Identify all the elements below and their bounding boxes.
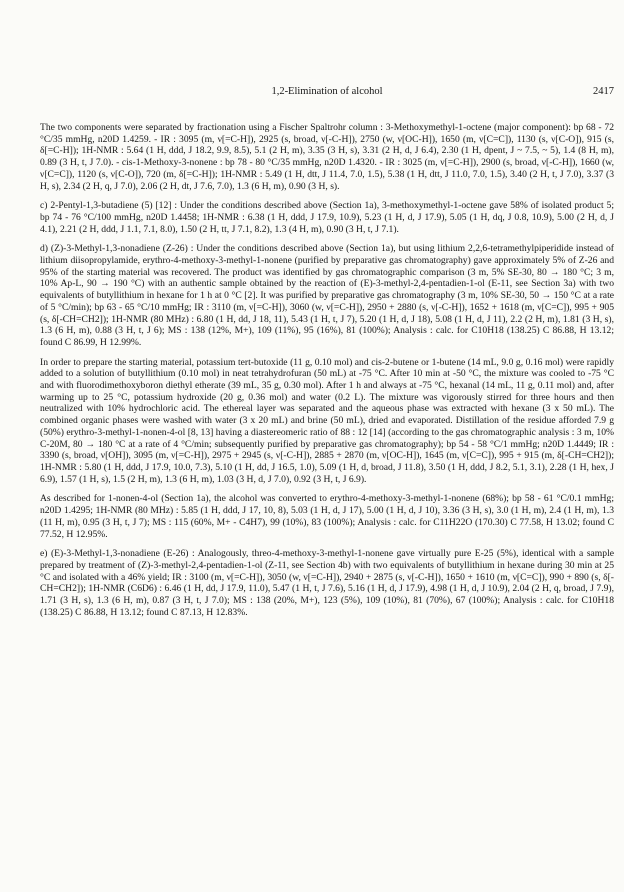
paragraph-section-c-pentyl-butadiene: c) 2-Pentyl-1,3-butadiene (5) [12] : Under the conditions described above (Section 1a), 3-methoxymethyl-1-octene gave 58% of isolated product 5; bp 74 - 76 °C/100 mmHg, n20D 1.4458; 1H-NMR : 6.38 (1 H, ddd, J 17.9, 10.9), 5.23 (1 H, d, J 17.9), 5.05 (1 H, dq, J 0.8, 10.9), 5.00 (2 H, d, J 4.1), 2.21 (2 H, ddd, J 1.1, 7.1, 8.0), 1.50 (2 H, tt, J 7.1, 8.2), 1.3 (4 H, m), 0.90 (3 H, t, J 7.1). — [40, 200, 614, 235]
running-header — [40, 86, 614, 100]
paragraph-section-d-z-methyl-nonadiene: d) (Z)-3-Methyl-1,3-nonadiene (Z-26) : Under the conditions described above (Section 1a), but using lithium 2,2,6-tetramethylpiperidide instead of lithium diisopropylamide, erythro-4-methoxy-3-methyl-1-nonene (purified by preparative gas chromatography) gave approximately 5% of Z-26 and 95% of the starting material was recovered. The product was identified by gas chromatographic comparison (3 m, 5% SE-30, 80 → 180 °C; 3 m, 10% Ap-L, 90 → 190 °C) with an authentic sample obtained by the reaction of (E)-3-methyl-2,4-pentadien-1-ol (E-11, see Section 3a) with two equivalents of butyllithium in hexane for 1 h at 0 °C [2]. It was purified by preparative gas chromatography (3 m, 10% SE-30, 50 → 150 °C at a rate of 5 °C/min); bp 63 - 65 °C/10 mmHg; IR : 3110 (m, ν[=C-H]), 3060 (w, ν[=C-H]), 2950 + 2880 (s, ν[-C-H]), 1652 + 1618 (m, ν[C=C]), 995 + 905 (s, δ[-CH=CH2]); 1H-NMR (80 MHz) : 6.80 (1 H, dd, J 18, 11), 5.43 (1 H, t, J 7), 5.20 (1 H, d, J 18), 5.08 (1 H, d, J 11), 2.2 (2 H, m), 1.81 (3 H, s), 1.3 (6 H, m), 0.88 (3 H, t, J 6); MS : 138 (12%, M+), 109 (11%), 95 (16%), 81 (100%); Analysis : calc. for C10H18 (138.25) C 86.88, H 13.12; found C 86.99, H 12.99%. — [40, 243, 614, 348]
page-number: 2417 — [593, 86, 614, 97]
paragraph-methoxymethyl-octene: The two components were separated by fractionation using a Fischer Spaltrohr column : 3-Methoxymethyl-1-octene (major component): bp 68 - 72 °C/35 mmHg, n20D 1.4259. - IR : 3095 (m, ν[=C-H]), 2925 (s, broad, ν[-C-H]), 2750 (w, ν[OC-H]), 1650 (m, ν[C=C]), 1130 (s, ν[C-O]), 915 (s, δ[=C-H]); 1H-NMR : 5.64 (1 H, ddd, J 18.2, 9.9, 8.5), 5.1 (2 H, m), 3.35 (3 H, s), 3.31 (2 H, d, J 6.4), 2.30 (1 H, dpent, J ~ 7.5, ~ 5), 1.4 (8 H, m), 0.89 (3 H, t, J 7.0). - cis-1-Methoxy-3-nonene : bp 78 - 80 °C/35 mmHg, n20D 1.4320. - IR : 3025 (m, ν[=C-H]), 2900 (s, broad, ν[-C-H]), 1660 (w, ν[C=C]), 1120 (s, ν[C-O]), 720 (m, δ[=C-H]); 1H-NMR : 5.49 (1 H, dtt, J 11.4, 7.0, 1.5), 5.38 (1 H, dtt, J 11.0, 7.0, 1.5), 3.40 (2 H, t, J 7.0), 3.37 (3 H, s), 2.34 (2 H, q, J 7.0), 2.06 (2 H, dt, J 7.6, 7.0), 1.3 (6 H, m), 0.90 (3 H, s). — [40, 122, 614, 192]
paragraph-methoxy-methyl-nonene: As described for 1-nonen-4-ol (Section 1a), the alcohol was converted to erythro-4-methoxy-3-methyl-1-nonene (68%); bp 58 - 61 °C/0.1 mmHg; n20D 1.4295; 1H-NMR (80 MHz) : 5.85 (1 H, ddd, J 17, 10, 8), 5.03 (1 H, d, J 17), 5.00 (1 H, d, J 10), 3.36 (3 H, s), 3.0 (1 H, m), 2.4 (1 H, m), 1.3 (11 H, m), 0.95 (3 H, t, J 7); MS : 115 (60%, M+ - C4H7), 99 (10%), 83 (100%); Analysis : calc. for C11H22O (170.30) C 77.58, H 13.02; found C 77.52, H 12.95%. — [40, 493, 614, 540]
running-title: 1,2-Elimination of alcohol — [271, 86, 383, 97]
paragraph-starting-material-preparation: In order to prepare the starting material, potassium tert-butoxide (11 g, 0.10 mol) and cis-2-butene or 1-butene (14 mL, 9.0 g, 0.16 mol) were rapidly added to a solution of butyllithium (0.10 mol) in neat tetrahydrofuran (50 mL) at -75 °C. After 10 min at -50 °C, the mixture was cooled to -75 °C and with fluorodimethoxyboron diethyl etherate (39 mL, 35 g, 0.30 mol). After 1 h and always at -75 °C, hexanal (14 mL, 11 g, 0.11 mol) and, after warming up to 25 °C, potassium hydroxide (20 g, 0.36 mol) and water (0.2 L). The mixture was vigorously stirred for three hours and then neutralized with 10% hydrochloric acid. The ethereal layer was separated and the aqueous phase was extracted with hexane (3 x 50 mL). The combined organic phases were washed with water (3 x 20 mL) and brine (50 mL), dried and evaporated. Distillation of the residue afforded 7.9 g (50%) erythro-3-methyl-1-nonen-4-ol [8, 13] having a diastereomeric ratio of 88 : 12 [14] (according to the gas chromatographic analysis : 3 m, 10% C-20M, 80 → 180 °C at a rate of 4 °C/min; subsequently purified by preparative gas chromatography); bp 54 - 58 °C/1 mmHg; n20D 1.4449; IR : 3390 (s, broad, ν[OH]), 3095 (m, ν[=C-H]), 2975 + 2945 (s, ν[-C-H]), 2885 + 2870 (m, ν[OC-H]), 1645 (m, ν[C=C]), 995 + 915 (m, δ[-CH=CH2]); 1H-NMR : 5.80 (1 H, ddd, J 17.9, 10.0, 7.3), 5.10 (1 H, dd, J 16.5, 1.0), 5.09 (1 H, d, broad, J 11.8), 3.50 (1 H, ddd, J 8.2, 5.1, 3.1), 2.28 (1 H, hex, J 6.9), 1.57 (1 H, s), 1.5 (2 H, m), 1.3 (6 H, m), 1.03 (3 H, d, J 7.0), 0.92 (3 H, t, J 6.9). — [40, 356, 614, 485]
paragraph-section-e-e-methyl-nonadiene: e) (E)-3-Methyl-1,3-nonadiene (E-26) : Analogously, threo-4-methoxy-3-methyl-1-nonene gave virtually pure E-25 (5%), identical with a sample prepared by treatment of (Z)-3-methyl-2,4-pentadien-1-ol (Z-11, see Section 4b) with two equivalents of butyllithium in hexane during 30 min at 25 °C and isolated with a 46% yield; IR : 3100 (m, ν[=C-H]), 3050 (w, ν[=C-H]), 2940 + 2875 (s, ν[-C-H]), 1650 + 1610 (m, ν[C=C]), 990 + 890 (s, δ[-CH=CH2]); 1H-NMR (C6D6) : 6.46 (1 H, dd, J 17.9, 11.0), 5.47 (1 H, t, J 7.6), 5.16 (1 H, d, J 17.9), 4.98 (1 H, d, J 10.9), 2.04 (2 H, q, broad, J 7.9), 1.71 (3 H, s), 1.3 (6 H, m), 0.87 (3 H, t, J 7.0); MS : 138 (20%, M+), 123 (5%), 109 (10%), 81 (70%), 67 (100%); Analysis : calc. for C10H18 (138.25) C 86.88, H 13.12; found C 87.13, H 12.83%. — [40, 548, 614, 618]
body-text — [40, 122, 614, 626]
